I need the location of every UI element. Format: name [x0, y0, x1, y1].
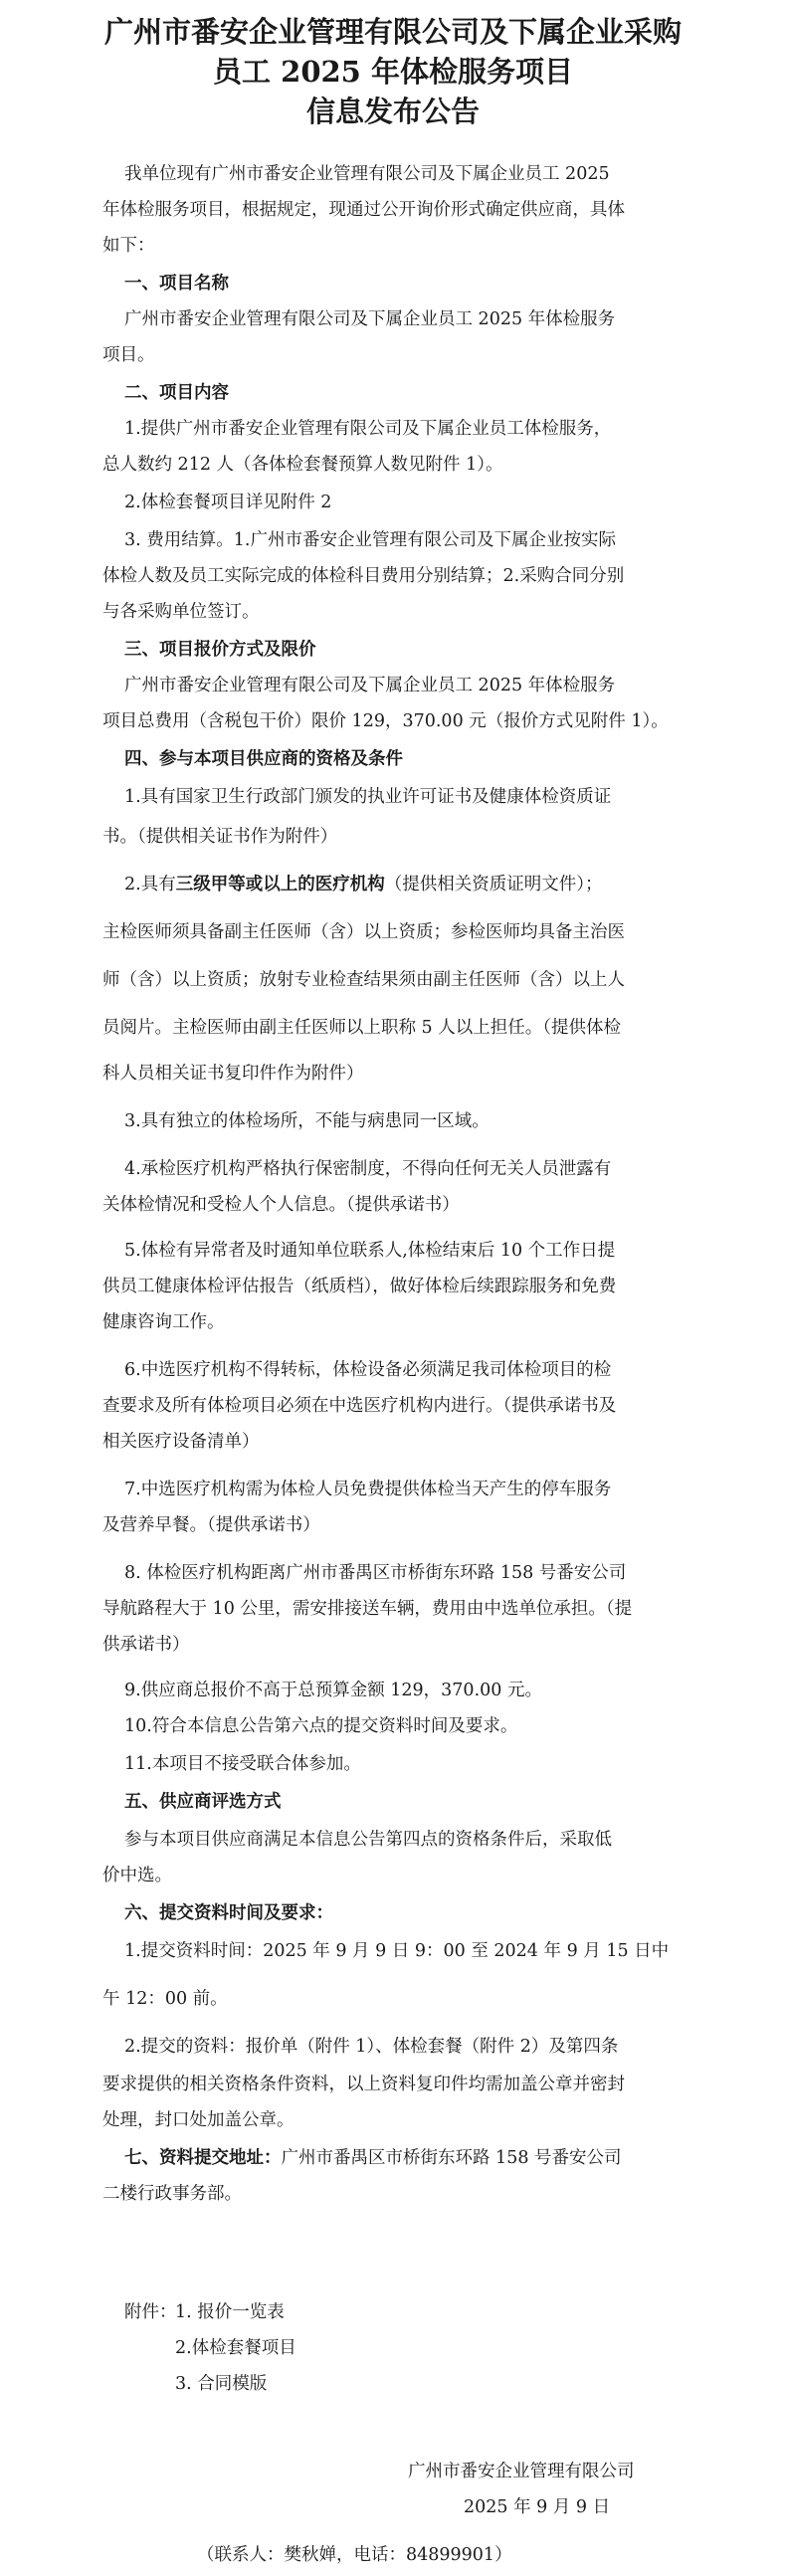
body-line: 年体检服务项目，根据规定，现通过公开询价形式确定供应商，具体 — [102, 200, 625, 220]
address-label: 七、资料提交地址： — [124, 2148, 282, 2168]
attachment-item-1: 1. 报价一览表 — [175, 2302, 285, 2322]
title-line-1: 广州市番安企业管理有限公司及下属企业采购 — [103, 15, 682, 49]
body-line: 一、项目名称 — [124, 274, 229, 294]
body-line: 如下： — [102, 236, 155, 256]
body-line: 导航路程大于 10 公里，需安排接送车辆，费用由中选单位承担。（提 — [102, 1599, 633, 1619]
qualification-2-emphasis: 三级甲等或以上的医疗机构 — [175, 875, 385, 894]
body-line: 1.提交资料时间：2025 年 9 月 9 日 9：00 至 2024 年 9 月 15 日中 — [124, 1941, 670, 1961]
body-line: 六、提交资料时间及要求： — [124, 1903, 333, 1923]
body-line: 广州市番安企业管理有限公司及下属企业员工 2025 年体检服务 — [124, 309, 616, 329]
contact-info: （联系人：樊秋婵，电话：84899901） — [197, 2545, 512, 2565]
body-line: 处理，封口处加盖公章。 — [102, 2110, 295, 2130]
body-line: 四、参与本项目供应商的资格及条件 — [124, 749, 403, 769]
signature-company: 广州市番安企业管理有限公司 — [408, 2462, 635, 2481]
attachment-item-3: 3. 合同模版 — [175, 2374, 268, 2394]
body-line: 11.本项目不接受联合体参加。 — [124, 1754, 361, 1774]
body-line: 体检人数及员工实际完成的体检科目费用分别结算；2.采购合同分别 — [102, 566, 625, 586]
body-line: 总人数约 212 人（各体检套餐预算人数见附件 1）。 — [102, 455, 503, 475]
body-line: 书。（提供相关证书作为附件） — [102, 827, 338, 847]
attachment-item-2: 2.体检套餐项目 — [175, 2338, 296, 2358]
body-line: 相关医疗设备清单） — [102, 1432, 260, 1452]
body-line: 科人员相关证书复印件作为附件） — [102, 1064, 364, 1084]
body-line: 8. 体检医疗机构距离广州市番禺区市桥街东环路 158 号番安公司 — [124, 1563, 627, 1583]
body-line: 1.提供广州市番安企业管理有限公司及下属企业员工体检服务， — [124, 419, 612, 439]
body-line: 项目总费用（含税包干价）限价 129，370.00 元（报价方式见附件 1）。 — [102, 711, 669, 731]
body-line: 员阅片。主检医师由副主任医师以上职称 5 人以上担任。（提供体检 — [102, 1018, 622, 1038]
title-line-2: 员工 2025 年体检服务项目 — [213, 55, 573, 89]
body-line: 供承诺书） — [102, 1635, 190, 1655]
qualification-2-line — [124, 870, 719, 899]
body-line: 1.具有国家卫生行政部门颁发的执业许可证书及健康体检资质证 — [124, 787, 612, 807]
body-line: 五、供应商评选方式 — [124, 1792, 282, 1812]
body-line: 主检医师须具备副主任医师（含）以上资质；参检医师均具备主治医 — [102, 922, 625, 942]
qualification-2-prefix: 2.具有 — [124, 875, 176, 894]
body-line: 我单位现有广州市番安企业管理有限公司及下属企业员工 2025 — [124, 164, 610, 184]
address-line — [124, 2143, 719, 2173]
body-line: 2.体检套餐项目详见附件 2 — [124, 493, 332, 512]
body-line: 及营养早餐。（提供承诺书） — [102, 1515, 320, 1535]
body-line: 广州市番安企业管理有限公司及下属企业员工 2025 年体检服务 — [124, 676, 616, 695]
body-line: 6.中选医疗机构不得转标，体检设备必须满足我司体检项目的检 — [124, 1360, 612, 1380]
body-line: 健康咨询工作。 — [102, 1312, 225, 1332]
body-line: 午 12：00 前。 — [102, 1989, 228, 2009]
body-line: 项目。 — [102, 345, 155, 365]
body-line: 2.提交的资料：报价单（附件 1）、体检套餐（附件 2）及第四条 — [124, 2037, 619, 2057]
body-line: 5.体检有异常者及时通知单位联系人,体检结束后 10 个工作日提 — [124, 1241, 616, 1261]
body-line: 3. 费用结算。1.广州市番安企业管理有限公司及下属企业按实际 — [124, 530, 616, 550]
body-line: 关体检情况和受检人个人信息。（提供承诺书） — [102, 1195, 460, 1215]
body-line: 三、项目报价方式及限价 — [124, 640, 316, 660]
body-line: 查要求及所有体检项目必须在中选医疗机构内进行。（提供承诺书及 — [102, 1396, 617, 1416]
body-line: 3.具有独立的体检场所，不能与病患同一区域。 — [124, 1111, 490, 1131]
body-line: 价中选。 — [102, 1866, 172, 1885]
body-line: 10.符合本信息公告第六点的提交资料时间及要求。 — [124, 1716, 518, 1736]
body-line: 与各采购单位签订。 — [102, 602, 260, 622]
address-line-2: 二楼行政事务部。 — [102, 2184, 242, 2204]
signature-date: 2025 年 9 月 9 日 — [464, 2497, 611, 2517]
title-line-3: 信息发布公告 — [305, 95, 480, 128]
body-line: 参与本项目供应商满足本信息公告第四点的资格条件后，采取低 — [124, 1830, 612, 1850]
body-line: 4.承检医疗机构严格执行保密制度，不得向任何无关人员泄露有 — [124, 1159, 612, 1179]
body-line: 要求提供的相关资格条件资料，以上资料复印件均需加盖公章并密封 — [102, 2075, 625, 2094]
qualification-2-suffix: （提供相关资质证明文件）； — [384, 875, 603, 894]
body-line: 7.中选医疗机构需为体检人员免费提供体检当天产生的停车服务 — [124, 1480, 612, 1499]
body-line: 二、项目内容 — [124, 383, 229, 403]
body-line: 9.供应商总报价不高于总预算金额 129，370.00 元。 — [124, 1681, 542, 1700]
body-line: 供员工健康体检评估报告（纸质档），做好体检后续跟踪服务和免费 — [102, 1277, 617, 1296]
attachments-label: 附件： — [124, 2302, 177, 2322]
address-text: 广州市番禺区市桥街东环路 158 号番安公司 — [281, 2148, 622, 2168]
body-line: 师（含）以上资质；放射专业检查结果须由副主任医师（含）以上人 — [102, 970, 625, 990]
